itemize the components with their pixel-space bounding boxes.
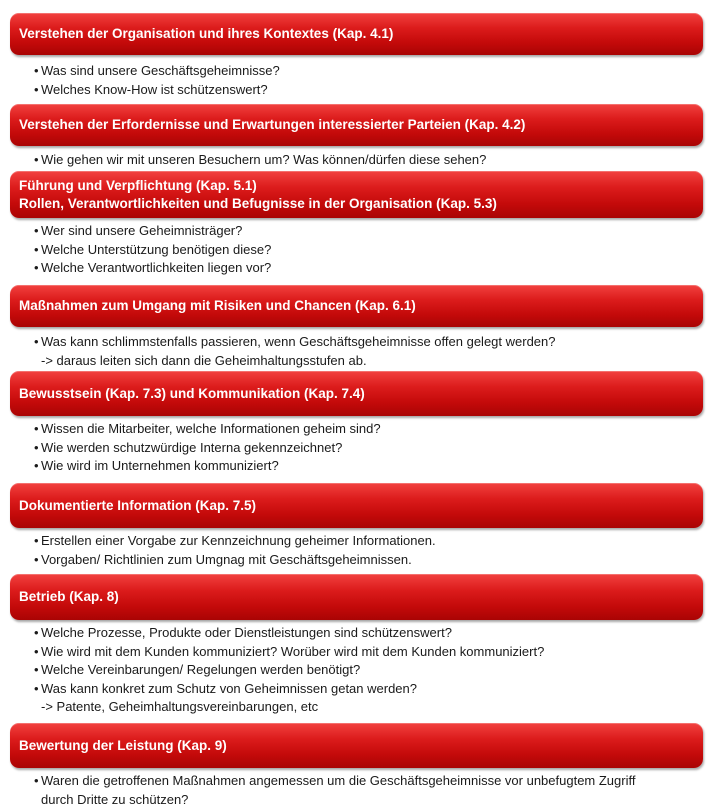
section-header-bewertung: [10, 723, 703, 768]
list-item: • Welche Vereinbarungen/ Regelungen werden benötigt?: [34, 662, 361, 677]
section-title-line: Rollen, Verantwortlichkeiten und Befugnisse in der Organisation (Kap. 5.3): [19, 195, 497, 211]
list-item: • Waren die getroffenen Maßnahmen angemessen um die Geschäftsgeheimnisse vor unbefugtem Zugriff durch Dritte zu schützen?: [34, 773, 636, 807]
section-title-line: Verstehen der Erfordernisse und Erwartungen interessierter Parteien (Kap. 4.2): [19, 117, 526, 132]
section-title-line: Verstehen der Organisation und ihres Kontextes (Kap. 4.1): [19, 26, 394, 41]
list-item: • Welche Prozesse, Produkte oder Dienstleistungen sind schützenswert?: [34, 625, 452, 640]
bullet-list-risiken: [34, 333, 714, 370]
bullet-list-kontext: [34, 62, 714, 99]
list-item: • Wie wird mit dem Kunden kommuniziert? Worüber wird mit dem Kunden kommuniziert?: [34, 643, 545, 659]
list-item: • Welches Know-How ist schützenswert?: [34, 81, 268, 97]
list-item: • Wie werden schutzwürdige Interna gekennzeichnet?: [34, 439, 343, 455]
section-header-betrieb: [10, 574, 703, 620]
list-item: • Wissen die Mitarbeiter, welche Informationen geheim sind?: [34, 421, 381, 436]
bullet-list-dokumentiert: [34, 532, 714, 569]
list-item: • Wie wird im Unternehmen kommuniziert?: [34, 458, 279, 473]
section-header-kontext: [10, 13, 703, 55]
list-item: • Erstellen einer Vorgabe zur Kennzeichnung geheimer Informationen.: [34, 533, 436, 548]
section-title-line: Betrieb (Kap. 8): [19, 589, 119, 604]
bullet-list-fuehrung: [34, 222, 714, 278]
bullet-list-bewertung: [34, 772, 714, 809]
section-title-line: Bewertung der Leistung (Kap. 9): [19, 737, 227, 753]
list-item: • Was kann schlimmstenfalls passieren, wenn Geschäftsgeheimnisse offen gelegt werden? -> daraus leiten sich dann die Geheimhaltungsstufen ab.: [34, 334, 556, 368]
list-item: • Welche Unterstützung benötigen diese?: [34, 241, 272, 257]
list-item: • Wie gehen wir mit unseren Besuchern um? Was können/dürfen diese sehen?: [34, 152, 487, 167]
section-header-fuehrung: [10, 171, 703, 218]
section-title-line: Maßnahmen zum Umgang mit Risiken und Chancen (Kap. 6.1): [19, 298, 416, 313]
bullet-list-bewusstsein: [34, 420, 714, 476]
section-header-risiken: [10, 285, 703, 327]
section-title-line: Dokumentierte Information (Kap. 7.5): [19, 497, 257, 513]
section-header-dokumentiert: [10, 483, 703, 528]
bullet-list-betrieb: [34, 624, 714, 717]
bullet-list-parteien: [34, 151, 714, 170]
list-item: • Was sind unsere Geschäftsgeheimnisse?: [34, 63, 280, 78]
list-item: • Welche Verantwortlichkeiten liegen vor?: [34, 260, 272, 275]
section-header-parteien: [10, 104, 703, 146]
section-title-line: Bewusstsein (Kap. 7.3) und Kommunikation (Kap. 7.4): [19, 385, 365, 401]
section-title-line: Führung und Verpflichtung (Kap. 5.1): [19, 177, 257, 193]
list-item: • Wer sind unsere Geheimnisträger?: [34, 223, 243, 238]
list-item: • Vorgaben/ Richtlinien zum Umgnag mit Geschäftsgeheimnissen.: [34, 551, 412, 567]
section-header-bewusstsein: [10, 371, 703, 416]
list-item: • Was kann konkret zum Schutz von Geheimnissen getan werden? -> Patente, Geheimhaltungsvereinbarungen, etc: [34, 680, 417, 714]
